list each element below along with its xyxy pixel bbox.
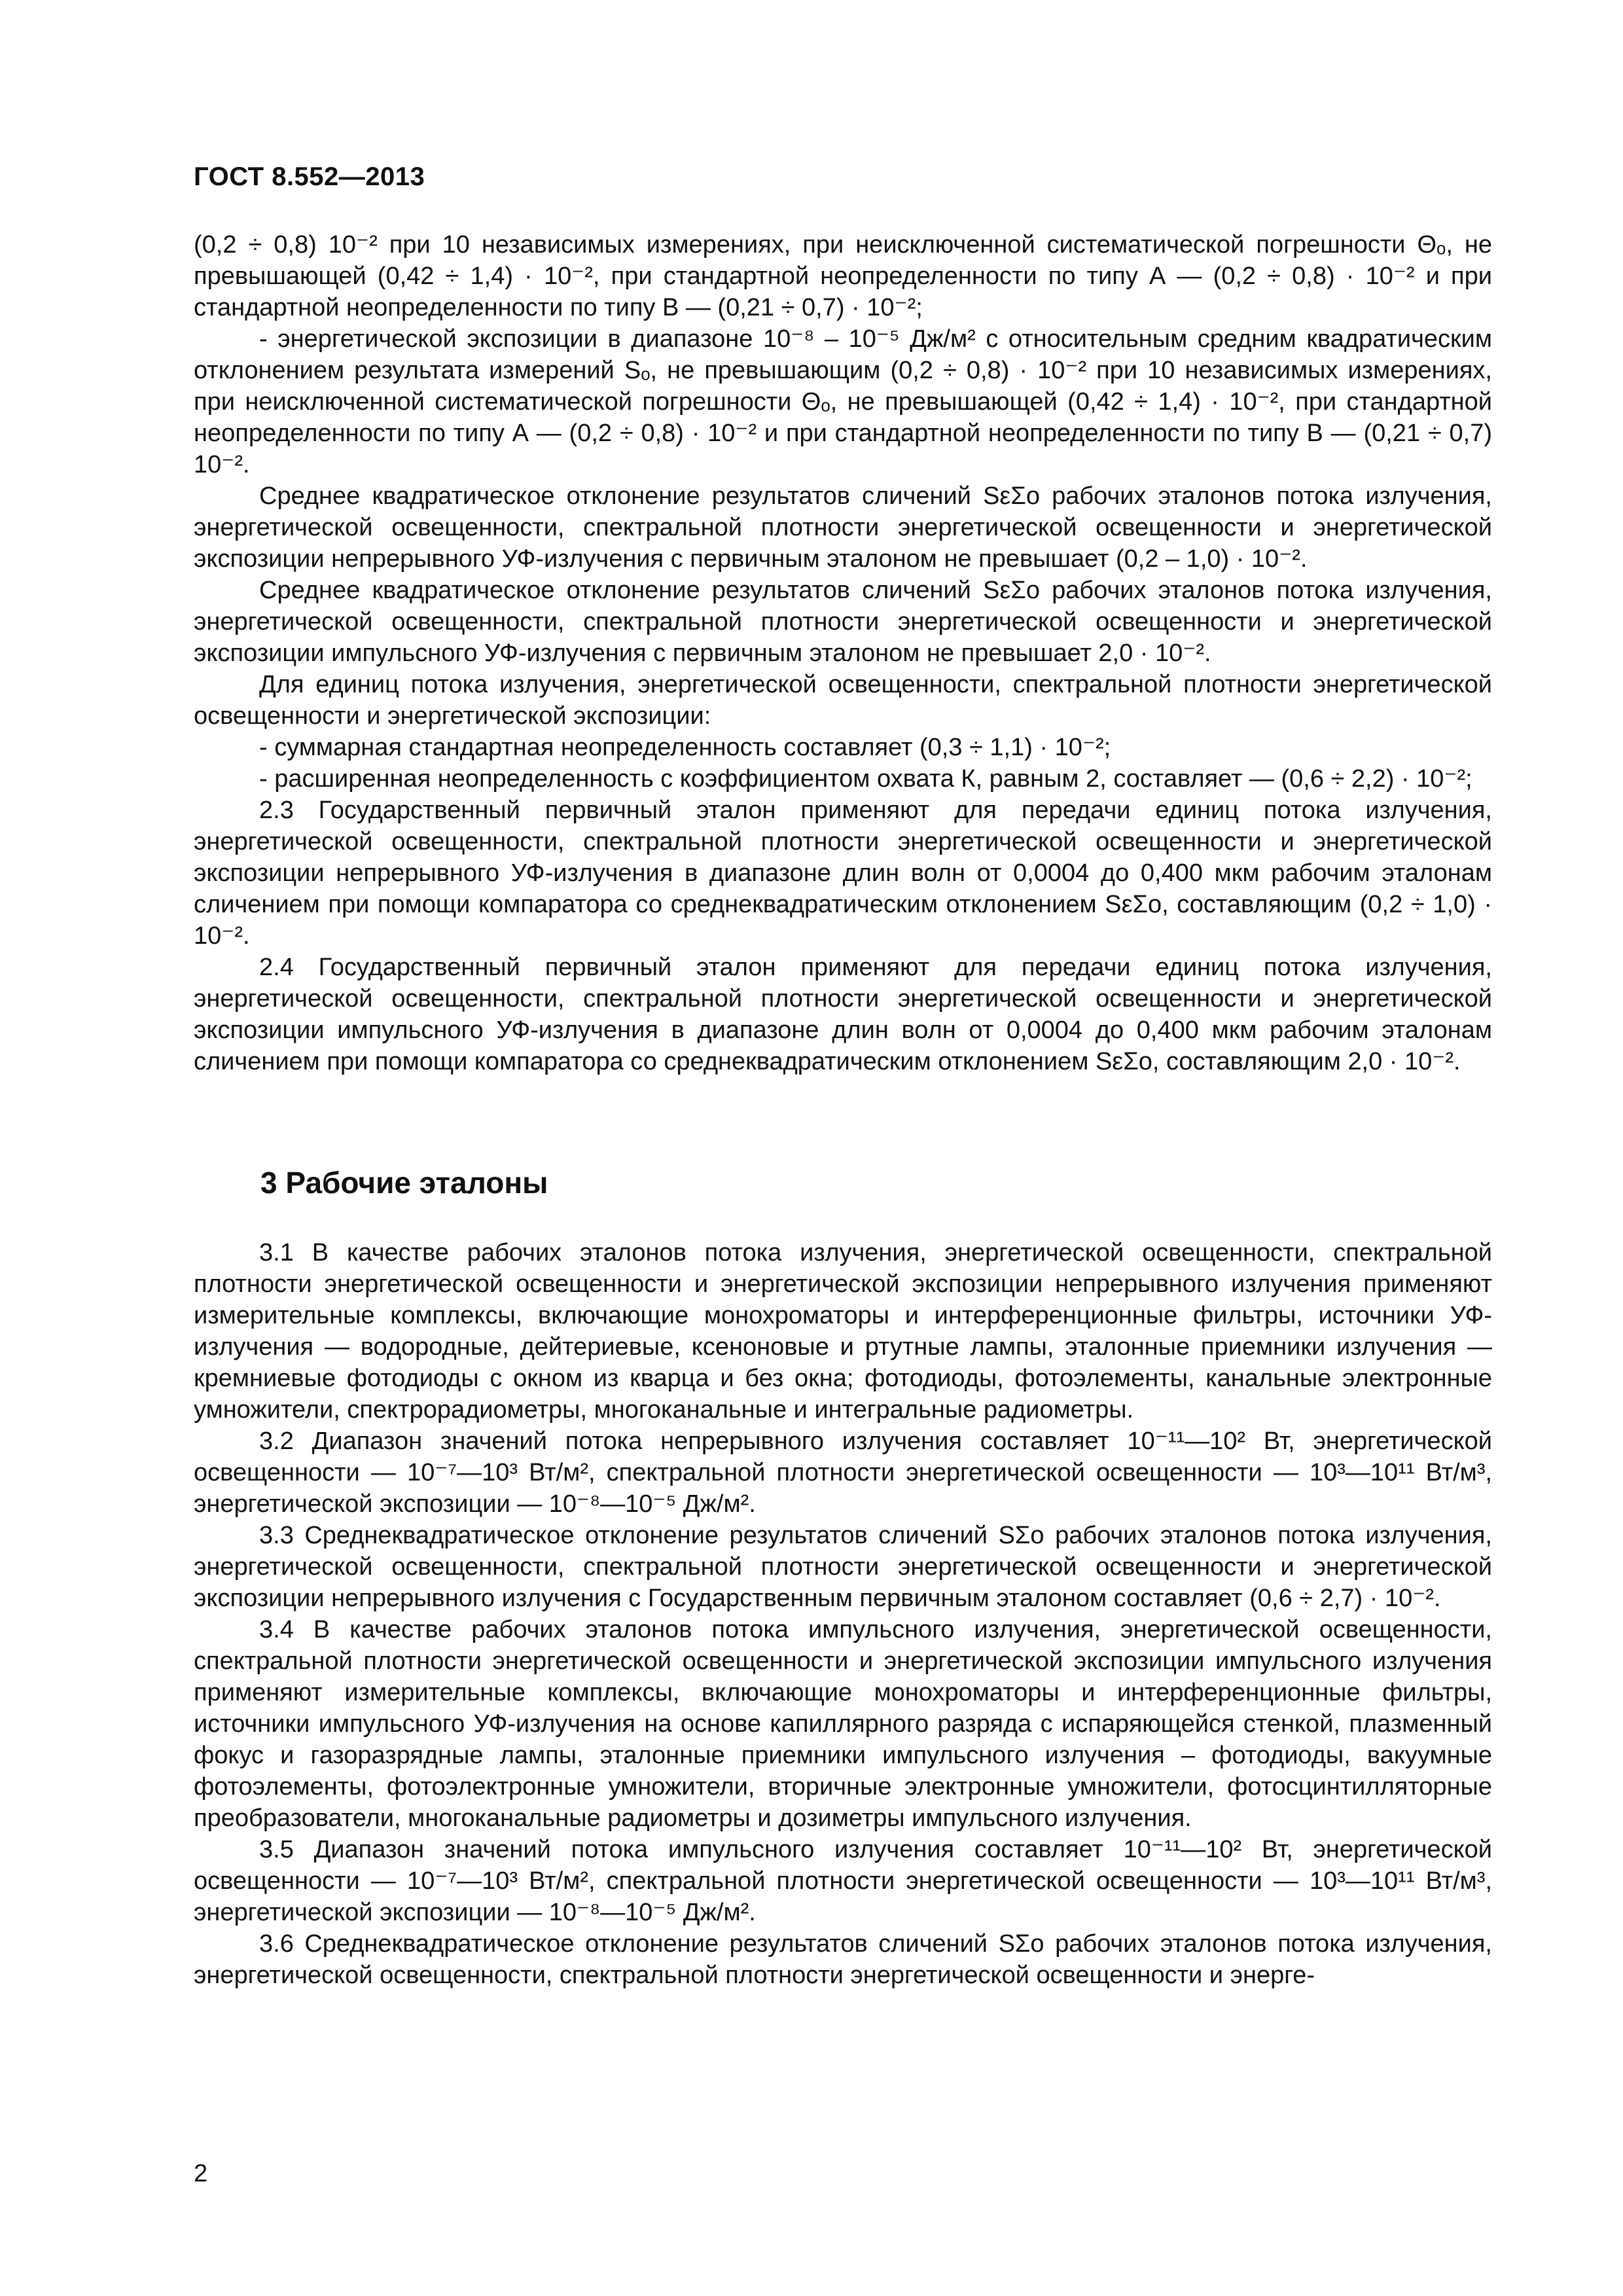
paragraph: - суммарная стандартная неопределенность составляет (0,3 ÷ 1,1) · 10⁻²; bbox=[259, 734, 1111, 761]
paragraph: 3.5 Диапазон значений потока импульсного излучения составляет 10⁻¹¹—10² Вт, энергетической освещенности — 10⁻⁷—10³ Вт/м², спектральной плотности энергетической освещенности — 10³—10¹¹ Вт/м³, энергетической экспозиции — 10⁻⁸—10⁻⁵ Дж/м². bbox=[194, 1836, 1492, 1926]
paragraph: 2.3 Государственный первичный эталон применяют для передачи единиц потока излучения, энергетической освещенности, спектральной плотности энергетической освещенности и энергетической экспозиции непрерывного УФ-излучения в диапазоне длин волн от 0,0004 до 0,400 мкм рабочим эталонам сличением при помощи компаратора со среднеквадратическим отклонением SεΣo, составляющим (0,2 ÷ 1,0) · 10⁻². bbox=[194, 797, 1492, 950]
paragraph: 3.6 Среднеквадратическое отклонение результатов сличений SΣo рабочих эталонов потока излучения, энергетической освещенности, спектральной плотности энергетической освещенности и энерге- bbox=[194, 1930, 1492, 1989]
paragraph: Для единиц потока излучения, энергетической освещенности, спектральной плотности энергетической освещенности и энергетической экспозиции: bbox=[194, 671, 1492, 730]
section-title: 3 Рабочие эталоны bbox=[260, 1166, 548, 1200]
body-text-top bbox=[194, 229, 1492, 1077]
paragraph: (0,2 ÷ 0,8) 10⁻² при 10 независимых измерениях, при неисключенной систематической погрешности Θₒ, не превышающей (0,42 ÷ 1,4) · 10⁻², при стандартной неопределенности по типу А — (0,2 ÷ 0,8) · 10⁻² и при стандартной неопределенности по типу В — (0,21 ÷ 0,7) · 10⁻²; bbox=[194, 231, 1492, 321]
document-header: ГОСТ 8.552—2013 bbox=[194, 162, 425, 191]
paragraph: 3.4 В качестве рабочих эталонов потока импульсного излучения, энергетической освещенности, спектральной плотности энергетической освещенности и энергетической экспозиции импульсного излучения применяют измерительные комплексы, включающие монохроматоры и интерференционные фильтры, источники импульсного УФ-излучения на основе капиллярного разряда с испаряющейся стенкой, плазменный фокус и газоразрядные лампы, эталонные приемники импульсного излучения – фотодиоды, вакуумные фотоэлементы, фотоэлектронные умножители, вторичные электронные умножители, фотосцинтилляторные преобразователи, многоканальные радиометры и дозиметры импульсного излучения. bbox=[194, 1616, 1492, 1832]
page-number: 2 bbox=[194, 2160, 208, 2187]
paragraph: 3.1 В качестве рабочих эталонов потока излучения, энергетической освещенности, спектральной плотности энергетической освещенности и энергетической экспозиции непрерывного излучения применяют измерительные комплексы, включающие монохроматоры и интерференционные фильтры, источники УФ-излучения — водородные, дейтериевые, ксеноновые и ртутные лампы, эталонные приемники излучения — кремниевые фотодиоды с окном из кварца и без окна; фотодиоды, фотоэлементы, канальные электронные умножители, спектрорадиометры, многоканальные и интегральные радиометры. bbox=[194, 1239, 1492, 1424]
paragraph: 2.4 Государственный первичный эталон применяют для передачи единиц потока излучения, энергетической освещенности, спектральной плотности энергетической освещенности и энергетической экспозиции импульсного УФ-излучения в диапазоне длин волн от 0,0004 до 0,400 мкм рабочим эталонам сличением при помощи компаратора со среднеквадратическим отклонением SεΣo, составляющим 2,0 · 10⁻². bbox=[194, 954, 1492, 1075]
paragraph: 3.3 Среднеквадратическое отклонение результатов сличений SΣo рабочих эталонов потока излучения, энергетической освещенности, спектральной плотности энергетической освещенности и энергетической экспозиции непрерывного излучения с Государственным первичным эталоном составляет (0,6 ÷ 2,7) · 10⁻². bbox=[194, 1522, 1492, 1612]
paragraph: Среднее квадратическое отклонение результатов сличений SεΣo рабочих эталонов потока излучения, энергетической освещенности, спектральной плотности энергетической освещенности и энергетической экспозиции непрерывного УФ-излучения с первичным эталоном не превышает (0,2 – 1,0) · 10⁻². bbox=[194, 482, 1492, 573]
paragraph: - расширенная неопределенность с коэффициентом охвата К, равным 2, составляет — (0,6 ÷ 2,2) · 10⁻²; bbox=[259, 765, 1472, 793]
paragraph: - энергетической экспозиции в диапазоне 10⁻⁸ – 10⁻⁵ Дж/м² с относительным средним квадратическим отклонением результата измерений Sₒ, не превышающим (0,2 ÷ 0,8) · 10⁻² при 10 независимых измерениях, при неисключенной систематической погрешности Θₒ, не превышающей (0,42 ÷ 1,4) · 10⁻², при стандартной неопределенности по типу А — (0,2 ÷ 0,8) · 10⁻² и при стандартной неопределенности по типу В — (0,21 ÷ 0,7) 10⁻². bbox=[194, 325, 1492, 478]
paragraph: 3.2 Диапазон значений потока непрерывного излучения составляет 10⁻¹¹—10² Вт, энергетической освещенности — 10⁻⁷—10³ Вт/м², спектральной плотности энергетической освещенности — 10³—10¹¹ Вт/м³, энергетической экспозиции — 10⁻⁸—10⁻⁵ Дж/м². bbox=[194, 1427, 1492, 1518]
body-text-bottom bbox=[194, 1237, 1492, 1991]
paragraph: Среднее квадратическое отклонение результатов сличений SεΣo рабочих эталонов потока излучения, энергетической освещенности, спектральной плотности энергетической освещенности и энергетической экспозиции импульсного УФ-излучения с первичным эталоном не превышает 2,0 · 10⁻². bbox=[194, 577, 1492, 667]
